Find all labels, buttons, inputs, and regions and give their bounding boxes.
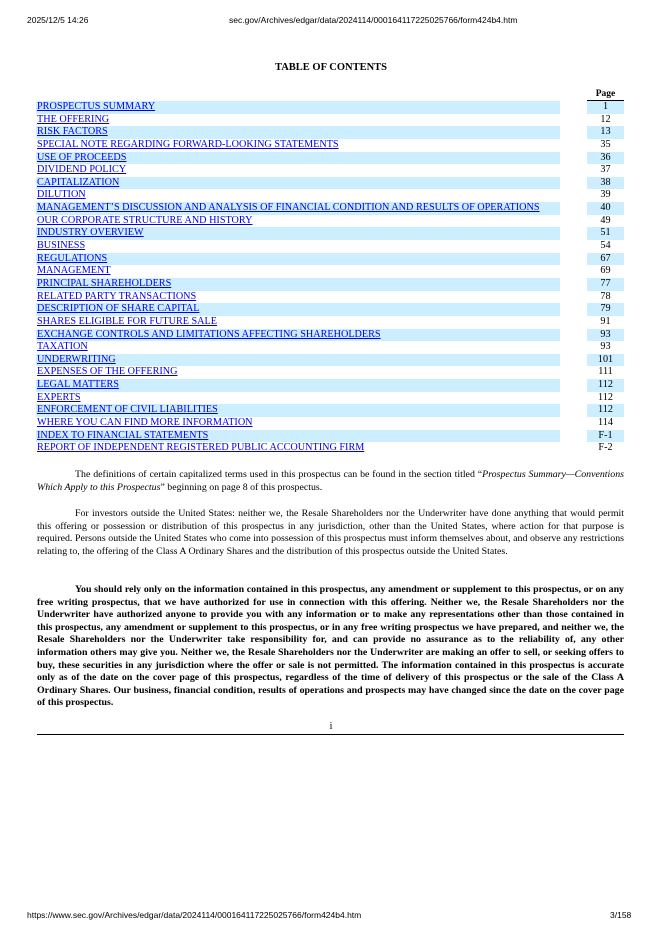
- toc-entry-page: 91: [600, 315, 611, 327]
- toc-entry-link[interactable]: INDUSTRY OVERVIEW: [37, 227, 144, 239]
- document-page-number: i: [329, 721, 333, 732]
- toc-row: [36, 164, 624, 177]
- toc-entry-title-cell: [36, 417, 560, 430]
- toc-entry-page: 79: [587, 303, 624, 316]
- toc-entry-title-cell: [36, 291, 560, 304]
- toc-entry-page: 93: [600, 341, 611, 353]
- toc-entry-link[interactable]: EXPENSES OF THE OFFERING: [37, 366, 178, 378]
- toc-entry-link[interactable]: RELATED PARTY TRANSACTIONS: [37, 290, 197, 302]
- toc-entry-page: 36: [587, 152, 624, 165]
- definitions-text-after: ” beginning on page 8 of this prospectus.: [160, 481, 323, 493]
- definitions-text-before: The definitions of certain capitalized terms used in this prospectus can be found in the section titled “: [75, 469, 483, 480]
- toc-row: [36, 215, 624, 228]
- toc-entry-link[interactable]: INDEX TO FINANCIAL STATEMENTS: [37, 429, 209, 441]
- toc-entry-link[interactable]: EXPERTS: [37, 391, 81, 403]
- toc-row: [36, 265, 624, 278]
- toc-entry-title-cell: [36, 329, 560, 342]
- toc-entry-page: 67: [587, 253, 624, 266]
- reliance-notice-paragraph: You should rely only on the information contained in this prospectus, any amendment or supplement to this prospectus, or on any free writing prospectus, that we have authorized for use in connection with this offering. Neither we, the Resale Shareholders nor the Underwriter have authorized anyone to provide you with any information or to make any representations other than those contained in this prospectus, any amendment or supplement to this prospectus, or in any free writing prospectus we have prepared, and neither we, the Resale Shareholders nor the Underwriter take responsibility for, and can provide no assurance as to the reliability of, any other information others may give you. Neither we, the Resale Shareholders nor the Underwriter are making an offer to sell, or seeking offers to buy, these securities in any jurisdiction where the offer or sale is not permitted. The information contained in this prospectus is accurate only as of the date on the cover page of this prospectus, regardless of the time of delivery of this prospectus or the sale of the Class A Ordinary Shares. Our business, financial condition, results of operations and prospects may have changed since the date on the cover page of this prospectus.: [37, 584, 624, 709]
- toc-entry-page: F-2: [598, 442, 613, 454]
- toc-entry-link[interactable]: WHERE YOU CAN FIND MORE INFORMATION: [37, 417, 253, 429]
- toc-entry-link[interactable]: UNDERWRITING: [37, 353, 116, 365]
- toc-row: [36, 430, 624, 443]
- print-datetime: 2025/12/5 14:26: [27, 15, 89, 25]
- toc-entry-page: 101: [587, 354, 624, 367]
- toc-entry-link[interactable]: DESCRIPTION OF SHARE CAPITAL: [37, 303, 200, 315]
- toc-entry-title-cell: [36, 265, 560, 278]
- toc-entry-link[interactable]: PRINCIPAL SHAREHOLDERS: [37, 277, 172, 289]
- toc-entry-link[interactable]: DIVIDEND POLICY: [37, 164, 127, 176]
- toc-entry-link[interactable]: RISK FACTORS: [37, 126, 108, 138]
- toc-entry-page: F-1: [587, 430, 624, 443]
- toc-entry-title-cell: [36, 366, 560, 379]
- toc-entry-page: 40: [587, 202, 624, 215]
- print-page-count: 3/158: [610, 910, 632, 920]
- toc-page-column-header: Page: [595, 89, 616, 99]
- toc-entry-page: 38: [587, 177, 624, 190]
- toc-entry-link[interactable]: DILUTION: [37, 189, 86, 201]
- toc-row: [36, 189, 624, 202]
- toc-title: TABLE OF CONTENTS: [274, 62, 388, 73]
- toc-entry-link[interactable]: LEGAL MATTERS: [37, 379, 119, 391]
- toc-entry-title-cell: [36, 253, 560, 266]
- toc-row: [36, 126, 624, 139]
- toc-entry-link[interactable]: SHARES ELIGIBLE FOR FUTURE SALE: [37, 315, 217, 327]
- toc-entry-link[interactable]: USE OF PROCEEDS: [37, 151, 127, 163]
- toc-entry-page: 93: [587, 329, 624, 342]
- toc-entry-link[interactable]: SPECIAL NOTE REGARDING FORWARD-LOOKING STATEMENTS: [37, 138, 339, 150]
- toc-entry-title-cell: [36, 316, 560, 329]
- toc-row: [36, 152, 624, 165]
- toc-entry-link[interactable]: PROSPECTUS SUMMARY: [37, 101, 156, 112]
- toc-entry-page: 112: [598, 391, 613, 403]
- toc-entry-page: 69: [600, 265, 611, 277]
- toc-entry-page: 54: [600, 240, 611, 252]
- toc-row: [36, 442, 624, 455]
- toc-entry-page: 114: [598, 417, 613, 429]
- toc-entry-page: 77: [587, 278, 624, 291]
- toc-row: [36, 366, 624, 379]
- page-divider: [37, 734, 624, 735]
- toc-row: [36, 417, 624, 430]
- toc-entry-title-cell: [36, 354, 560, 367]
- toc-entry-title-cell: [36, 101, 560, 114]
- toc-entry-title-cell: [36, 177, 560, 190]
- toc-row: [36, 316, 624, 329]
- toc-entry-link[interactable]: TAXATION: [37, 341, 88, 353]
- toc-row: [36, 202, 624, 215]
- toc-entry-title-cell: [36, 430, 560, 443]
- toc-entry-page: 39: [600, 189, 611, 201]
- definitions-paragraph: [37, 469, 624, 494]
- toc-entry-page: 51: [587, 227, 624, 240]
- print-header-url: sec.gov/Archives/edgar/data/2024114/000164117225025766/form424b4.htm: [229, 15, 518, 25]
- toc-entry-title-cell: [36, 114, 560, 127]
- toc-entry-link[interactable]: BUSINESS: [37, 240, 86, 252]
- toc-row: [36, 278, 624, 291]
- toc-entry-title-cell: [36, 442, 560, 455]
- investors-outside-us-paragraph: For investors outside the United States: neither we, the Resale Shareholders nor the Underwriter have done anything that would permit this offering or possession or distribution of this prospectus in any jurisdiction, other than the United States, where action for that purpose is required. Persons outside the United States who come into possession of this prospectus must inform themselves about, and observe any restrictions relating to, the offering of the Class A Ordinary Shares and the distribution of this prospectus outside the United States.: [37, 508, 624, 557]
- toc-entry-link[interactable]: ENFORCEMENT OF CIVIL LIABILITIES: [37, 404, 218, 416]
- toc-entry-title-cell: [36, 164, 560, 177]
- toc-entry-title-cell: [36, 341, 560, 354]
- toc-entry-page: 37: [600, 164, 611, 176]
- toc-entry-link[interactable]: CAPITALIZATION: [37, 176, 120, 188]
- toc-entry-title-cell: [36, 240, 560, 253]
- toc-entry-page: 112: [587, 379, 624, 392]
- toc-entry-link[interactable]: REGULATIONS: [37, 252, 108, 264]
- toc-row: [36, 240, 624, 253]
- toc-entry-page: 78: [600, 290, 611, 302]
- toc-entry-title-cell: [36, 278, 560, 291]
- toc-row: [36, 253, 624, 266]
- toc-entry-title-cell: [36, 139, 560, 152]
- toc-entry-page: 112: [587, 404, 624, 417]
- toc-entry-page: 13: [587, 126, 624, 139]
- toc-entry-link[interactable]: OUR CORPORATE STRUCTURE AND HISTORY: [37, 214, 253, 226]
- toc-entry-title-cell: [36, 303, 560, 316]
- toc-row: [36, 114, 624, 127]
- toc-row: [36, 404, 624, 417]
- toc-entry-title-cell: [36, 215, 560, 228]
- toc-entry-link[interactable]: EXCHANGE CONTROLS AND LIMITATIONS AFFECTING SHAREHOLDERS: [37, 328, 381, 340]
- toc-row: [36, 177, 624, 190]
- toc-row: [36, 354, 624, 367]
- toc-entry-page: 1: [587, 101, 624, 114]
- toc-row: [36, 227, 624, 240]
- toc-row: [36, 392, 624, 405]
- toc-entry-title-cell: [36, 189, 560, 202]
- print-footer-url: https://www.sec.gov/Archives/edgar/data/2024114/000164117225025766/form424b4.htm: [27, 910, 362, 920]
- toc-entry-page: 35: [600, 138, 611, 150]
- toc-entry-page: 12: [600, 113, 611, 125]
- toc-row: [36, 139, 624, 152]
- toc-row: [36, 101, 624, 114]
- toc-entry-title-cell: [36, 126, 560, 139]
- toc-entry-page: 111: [598, 366, 613, 378]
- toc-entry-title-cell: [36, 202, 560, 215]
- toc-entry-page: 49: [600, 214, 611, 226]
- toc-row: [36, 379, 624, 392]
- toc-entry-title-cell: [36, 227, 560, 240]
- toc-row: [36, 341, 624, 354]
- toc-entry-link[interactable]: THE OFFERING: [37, 113, 110, 125]
- definitions-section-reference: Prospectus Summary—Conventions Which Apply to this Prospectus: [37, 469, 625, 493]
- toc-entry-link[interactable]: MANAGEMENT’S DISCUSSION AND ANALYSIS OF FINANCIAL CONDITION AND RESULTS OF OPERATIONS: [37, 202, 540, 214]
- toc-entry-title-cell: [36, 152, 560, 165]
- toc-entry-link[interactable]: REPORT OF INDEPENDENT REGISTERED PUBLIC ACCOUNTING FIRM: [37, 442, 365, 454]
- toc-entry-title-cell: [36, 404, 560, 417]
- toc-table: [36, 101, 624, 455]
- toc-entry-title-cell: [36, 392, 560, 405]
- toc-row: [36, 329, 624, 342]
- toc-row: [36, 291, 624, 304]
- toc-entry-link[interactable]: MANAGEMENT: [37, 265, 111, 277]
- toc-entry-title-cell: [36, 379, 560, 392]
- toc-row: [36, 303, 624, 316]
